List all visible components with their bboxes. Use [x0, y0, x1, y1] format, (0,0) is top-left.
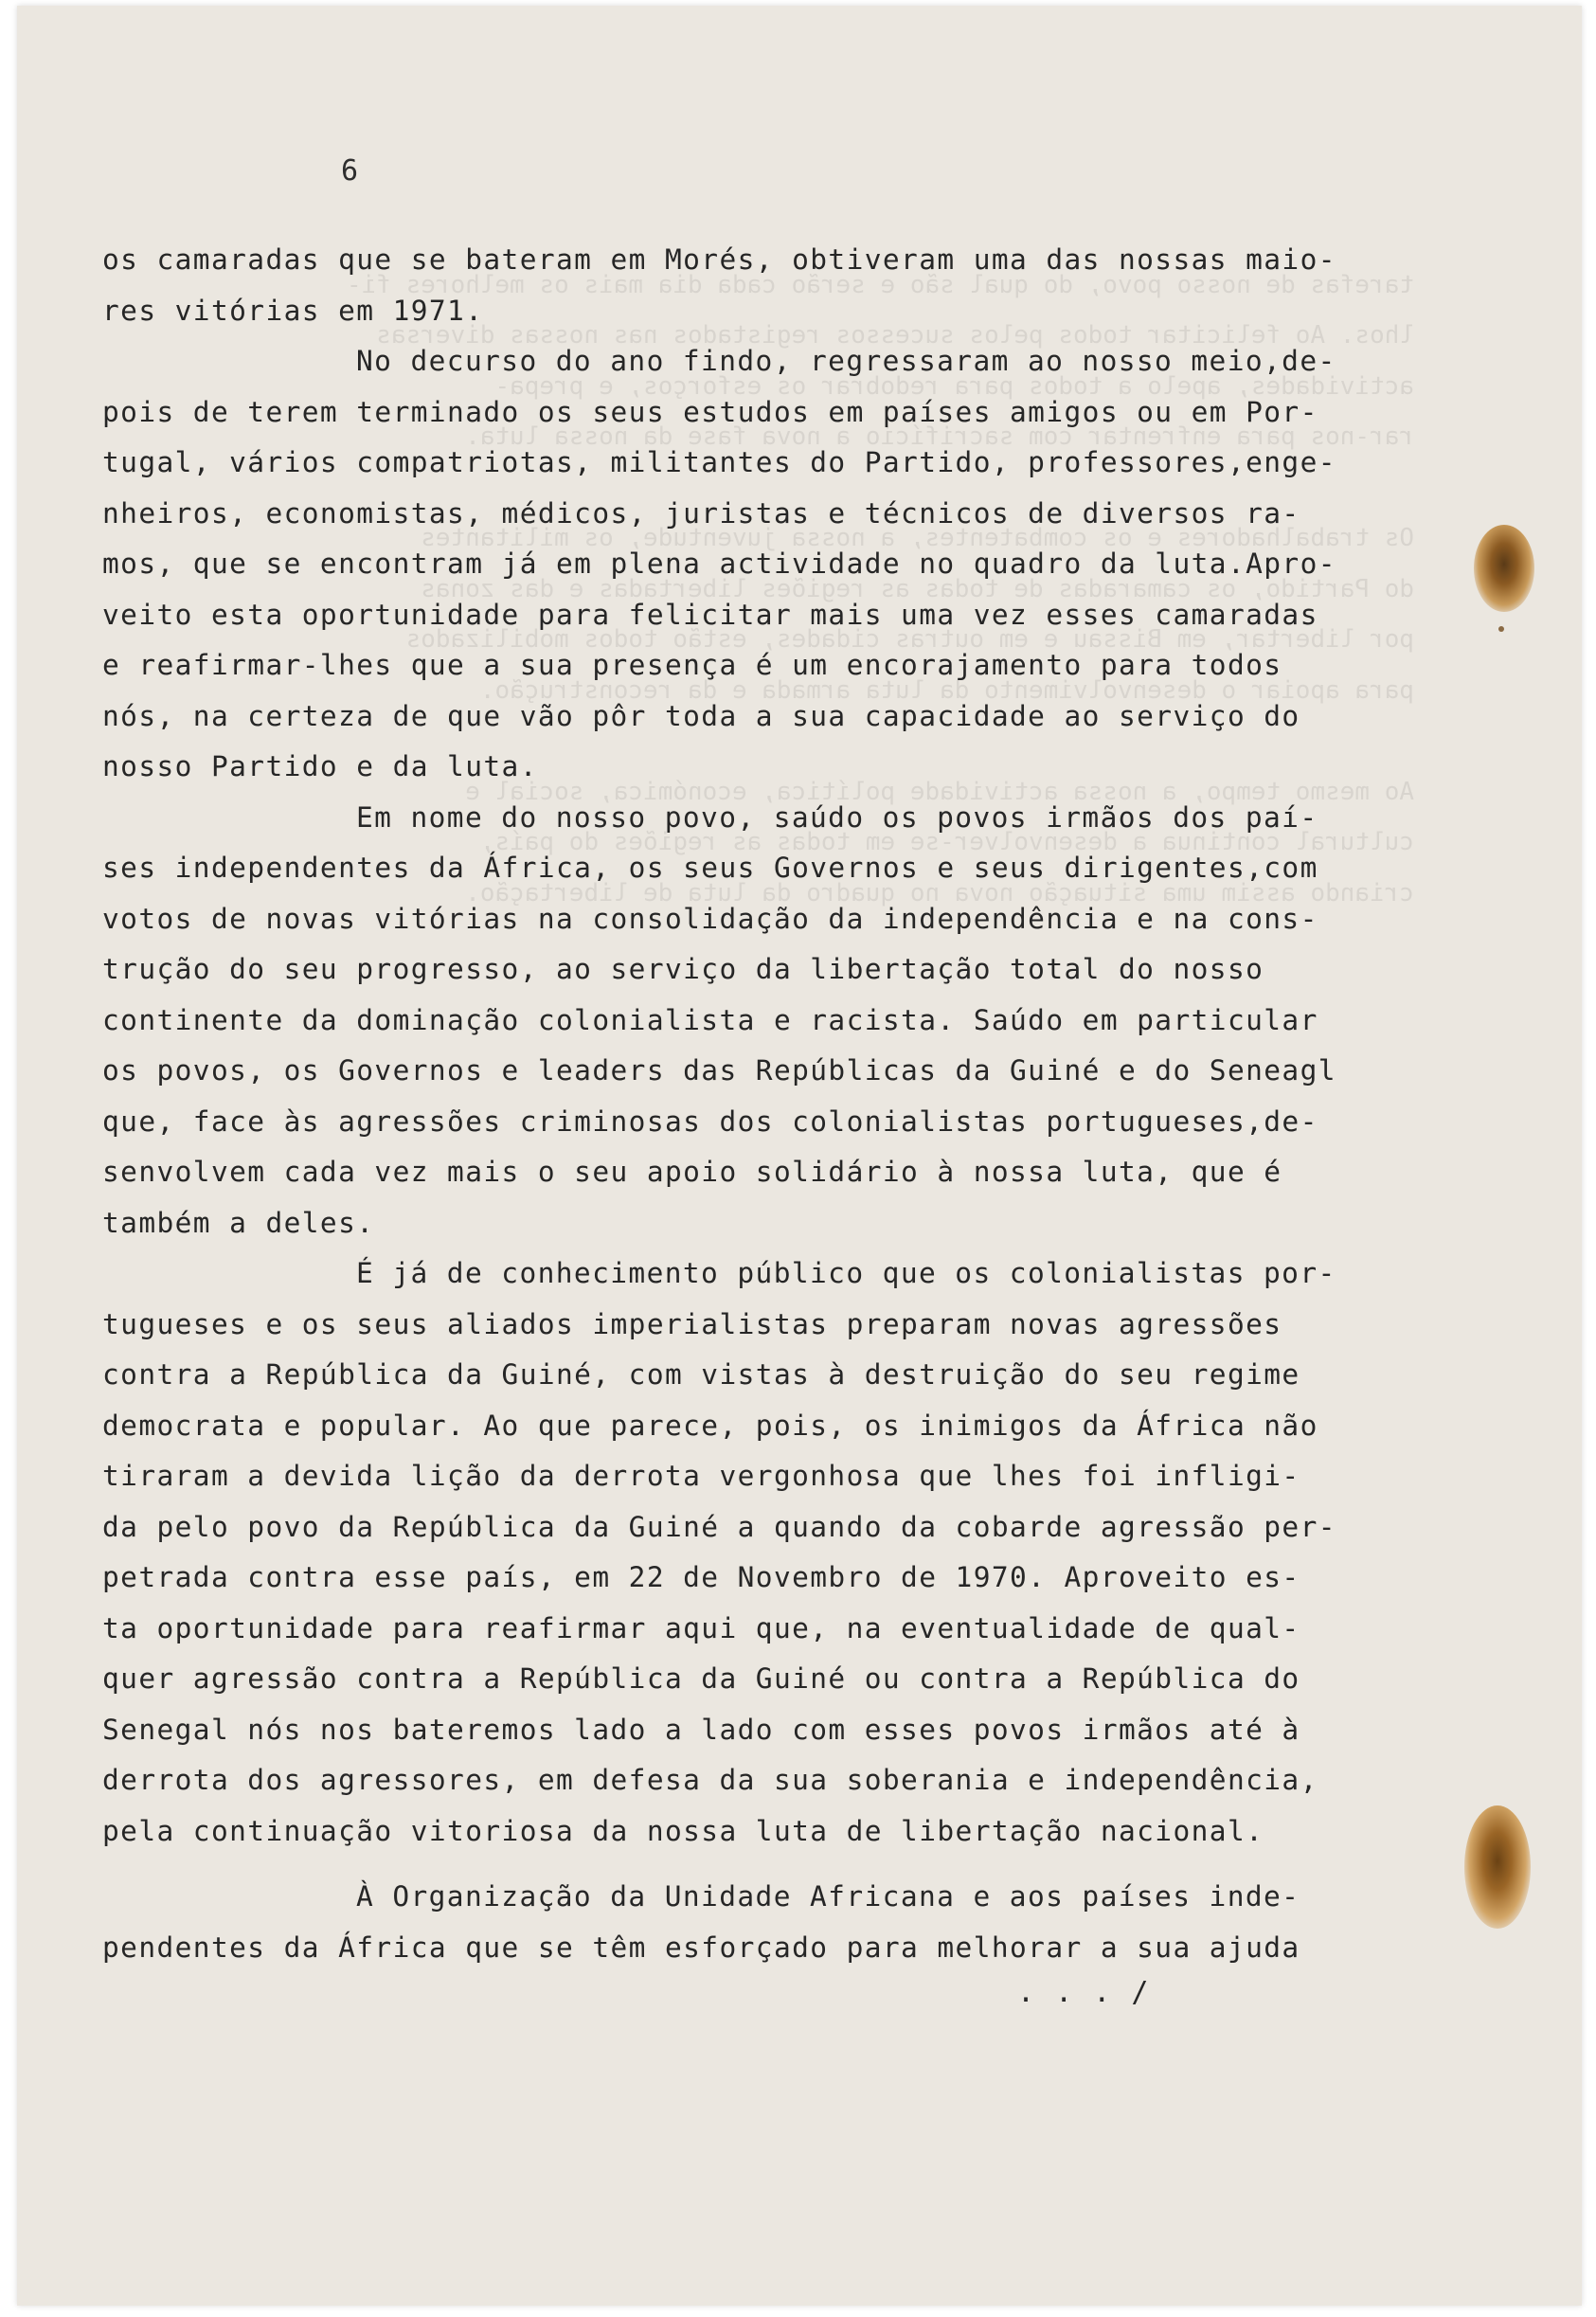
page-number: 6 — [341, 154, 359, 188]
body-text — [102, 235, 1376, 1973]
text-line: pois de terem terminado os seus estudos em países amigos ou em Por- — [102, 395, 1318, 428]
burn-stain — [1464, 1805, 1531, 1929]
text-line: mos, que se encontram já em plena actividade no quadro da luta.Apro- — [102, 548, 1336, 580]
text-line: continente da dominação colonialista e racista. Saúdo em particular — [102, 1003, 1318, 1036]
text-line: ses independentes da África, os seus Governos e seus dirigentes,com — [102, 852, 1318, 884]
text-line: tugueses e os seus aliados imperialistas preparam novas agressões — [102, 1307, 1282, 1340]
text-line: democrata e popular. Ao que parece, pois, os inimigos da África não — [102, 1409, 1318, 1442]
text-line: petrada contra esse país, em 22 de Novembro de 1970. Aproveito es- — [102, 1561, 1300, 1593]
text-line: votos de novas vitórias na consolidação da independência e na cons- — [102, 902, 1318, 935]
text-line: contra a República da Guiné, com vistas à destruição do seu regime — [102, 1358, 1300, 1391]
text-line: veito esta oportunidade para felicitar mais uma vez esses camaradas — [102, 598, 1318, 631]
text-line-indented — [102, 793, 1376, 844]
text-line: pendentes da África que se têm esforçado para melhorar a sua ajuda — [102, 1931, 1300, 1964]
text-line: res vitórias em 1971. — [102, 294, 484, 327]
text-line: também a deles. — [102, 1206, 375, 1239]
text-line: Senegal nós nos bateremos lado a lado com esses povos irmãos até à — [102, 1713, 1300, 1746]
text-line: tugal, vários compatriotas, militantes do Partido, professores,enge- — [102, 446, 1336, 478]
text-line: da pelo povo da República da Guiné a quando da cobarde agressão per- — [102, 1510, 1336, 1543]
text-line-content: É já de conhecimento público que os colonialistas por- — [356, 1257, 1336, 1289]
text-line: nosso Partido e da luta. — [102, 750, 538, 782]
text-line: nós, na certeza de que vão pôr toda a sua capacidade ao serviço do — [102, 699, 1300, 732]
text-line-content: Em nome do nosso povo, saúdo os povos irmãos dos paí- — [356, 800, 1318, 834]
text-line-content: À Organização da Unidade Africana e aos países inde- — [356, 1880, 1300, 1913]
text-line: senvolvem cada vez mais o seu apoio solidário à nossa luta, que é — [102, 1156, 1282, 1188]
text-line: pela continuação vitoriosa da nossa luta de libertação nacional. — [102, 1814, 1264, 1847]
burn-stain — [1474, 525, 1534, 612]
text-line-indented — [102, 1872, 1376, 1923]
text-line: quer agressão contra a República da Guiné ou contra a República do — [102, 1662, 1300, 1695]
bleed-through-reverse-text: tarefas de nosso povo, do qual são e serão cada dia mais os melhores fi- lhos. Ao felicitar todos pelos sucessos registados nas nossas diversas actividades, apelo a todos para redobrar os esforços, e prepa- rar-nos para enfrentar com sacrifício a nova fase da nossa luta. Os trabalhadores e os combatentes, a nossa juventude, os militantes do Partido, os camaradas de todas as regiões libertadas e das zonas por libertar, em Bissau e em outras cidades, estão todos mobilizados para apoiar o desenvolvimento da luta armada e da reconstrução. Ao mesmo tempo, a nossa actividade política, económica, social e cultural continua a desenvolver-se em todas as regiões do país, criando assim uma situação nova no quadro da luta de libertação. — [346, 270, 1414, 907]
text-line: derrota dos agressores, em defesa da sua soberania e independência, — [102, 1764, 1318, 1796]
text-line: que, face às agressões criminosas dos colonialistas portugueses,de- — [102, 1105, 1318, 1138]
paragraph-gap — [102, 1857, 1376, 1872]
continuation-mark: . . . / — [1017, 1976, 1151, 2009]
text-line: tiraram a devida lição da derrota vergonhosa que lhes foi infligi- — [102, 1460, 1300, 1492]
text-line: ta oportunidade para reafirmar aqui que, na eventualidade de qual- — [102, 1611, 1300, 1644]
burn-stain-dot — [1498, 626, 1504, 632]
text-line: e reafirmar-lhes que a sua presença é um encorajamento para todos — [102, 649, 1282, 681]
text-line: os camaradas que se bateram em Morés, obtiveram uma das nossas maio- — [102, 243, 1336, 276]
text-line: trução do seu progresso, ao serviço da libertação total do nosso — [102, 953, 1264, 985]
text-line: nheiros, economistas, médicos, juristas e técnicos de diversos ra- — [102, 496, 1300, 530]
text-line-indented — [102, 336, 1376, 387]
text-line-indented — [102, 1248, 1376, 1300]
text-line: os povos, os Governos e leaders das Repúblicas da Guiné e do Seneagl — [102, 1054, 1336, 1087]
text-line-content: No decurso do ano findo, regressaram ao nosso meio,de- — [356, 345, 1336, 377]
